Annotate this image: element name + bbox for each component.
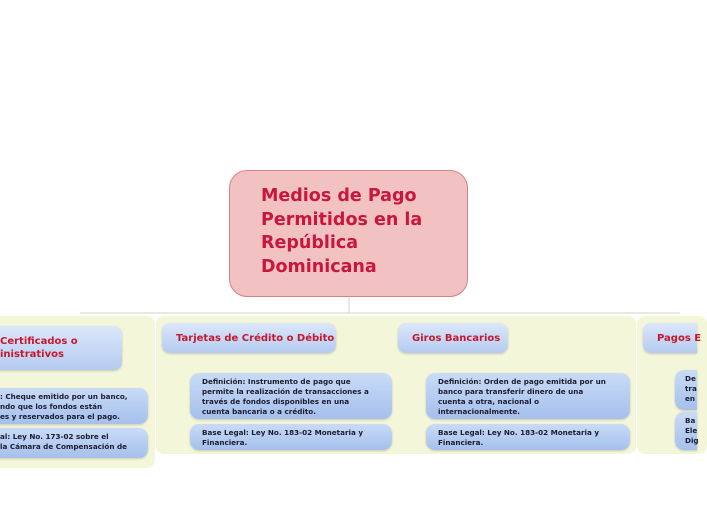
detail-line: Financiera. bbox=[202, 438, 248, 447]
detail-box-tarjetas-definicion[interactable] bbox=[190, 373, 392, 419]
branch-header-giros[interactable] bbox=[398, 323, 508, 353]
detail-line: : Cheque emitido por un banco, bbox=[0, 392, 128, 401]
detail-box-pagos-definicion[interactable] bbox=[675, 370, 697, 410]
detail-line: Definición: Instrumento de pago que bbox=[202, 377, 351, 386]
detail-line: Definición: Orden de pago emitida por un bbox=[438, 377, 606, 386]
detail-line: permite la realización de transacciones a bbox=[202, 387, 369, 396]
detail-line: banco para transferir dinero de una bbox=[438, 387, 584, 396]
detail-line: la Cámara de Compensación de bbox=[0, 442, 127, 451]
branch-title: Giros Bancarios bbox=[412, 332, 501, 344]
detail-line: en bbox=[685, 394, 695, 403]
detail-line: internacionalmente. bbox=[438, 407, 521, 416]
detail-line: cuenta bancaria o a crédito. bbox=[202, 407, 316, 416]
central-topic-title-line: Medios de Pago bbox=[261, 186, 417, 206]
central-topic-title-line: Dominicana bbox=[261, 256, 377, 277]
detail-line: es y reservados para el pago. bbox=[0, 412, 120, 421]
branch-title: Tarjetas de Crédito o Débito bbox=[176, 332, 335, 344]
detail-line: Base Legal: Ley No. 183-02 Monetaria y bbox=[202, 428, 364, 437]
detail-line: De bbox=[685, 374, 696, 383]
detail-line: Financiera. bbox=[438, 438, 484, 447]
branch-title-line: inistrativos bbox=[0, 349, 64, 360]
central-topic-title-line: República bbox=[261, 233, 359, 253]
branch-title: Pagos E bbox=[657, 332, 702, 344]
detail-box-giros-definicion[interactable] bbox=[426, 373, 630, 419]
detail-box-giros-base-legal[interactable] bbox=[426, 424, 630, 450]
branch-header-certificados[interactable] bbox=[0, 326, 122, 370]
detail-line: Ele bbox=[685, 426, 698, 435]
branch-header-tarjetas[interactable] bbox=[162, 323, 336, 353]
detail-line: Base Legal: Ley No. 183-02 Monetaria y bbox=[438, 428, 600, 437]
central-topic-title bbox=[261, 185, 461, 279]
detail-box-tarjetas-base-legal[interactable] bbox=[190, 424, 392, 450]
detail-line: cuenta a otra, nacional o bbox=[438, 397, 540, 406]
branch-header-pagos[interactable] bbox=[643, 323, 702, 353]
branch-title-line: Certificados o bbox=[0, 336, 78, 347]
detail-line: ndo que los fondos están bbox=[0, 402, 103, 411]
central-topic-title-line: Permitidos en la bbox=[261, 209, 423, 230]
detail-line: través de fondos disponibles en una bbox=[202, 397, 350, 406]
detail-line: tra bbox=[685, 384, 697, 393]
detail-line: al: Ley No. 173-02 sobre el bbox=[0, 432, 109, 441]
detail-line: Ba bbox=[685, 416, 696, 425]
detail-line: Dig bbox=[685, 436, 699, 445]
detail-box-certificados-base-legal[interactable] bbox=[0, 428, 148, 458]
detail-box-pagos-base-legal[interactable] bbox=[675, 412, 697, 450]
detail-box-certificados-definicion[interactable] bbox=[0, 388, 148, 424]
